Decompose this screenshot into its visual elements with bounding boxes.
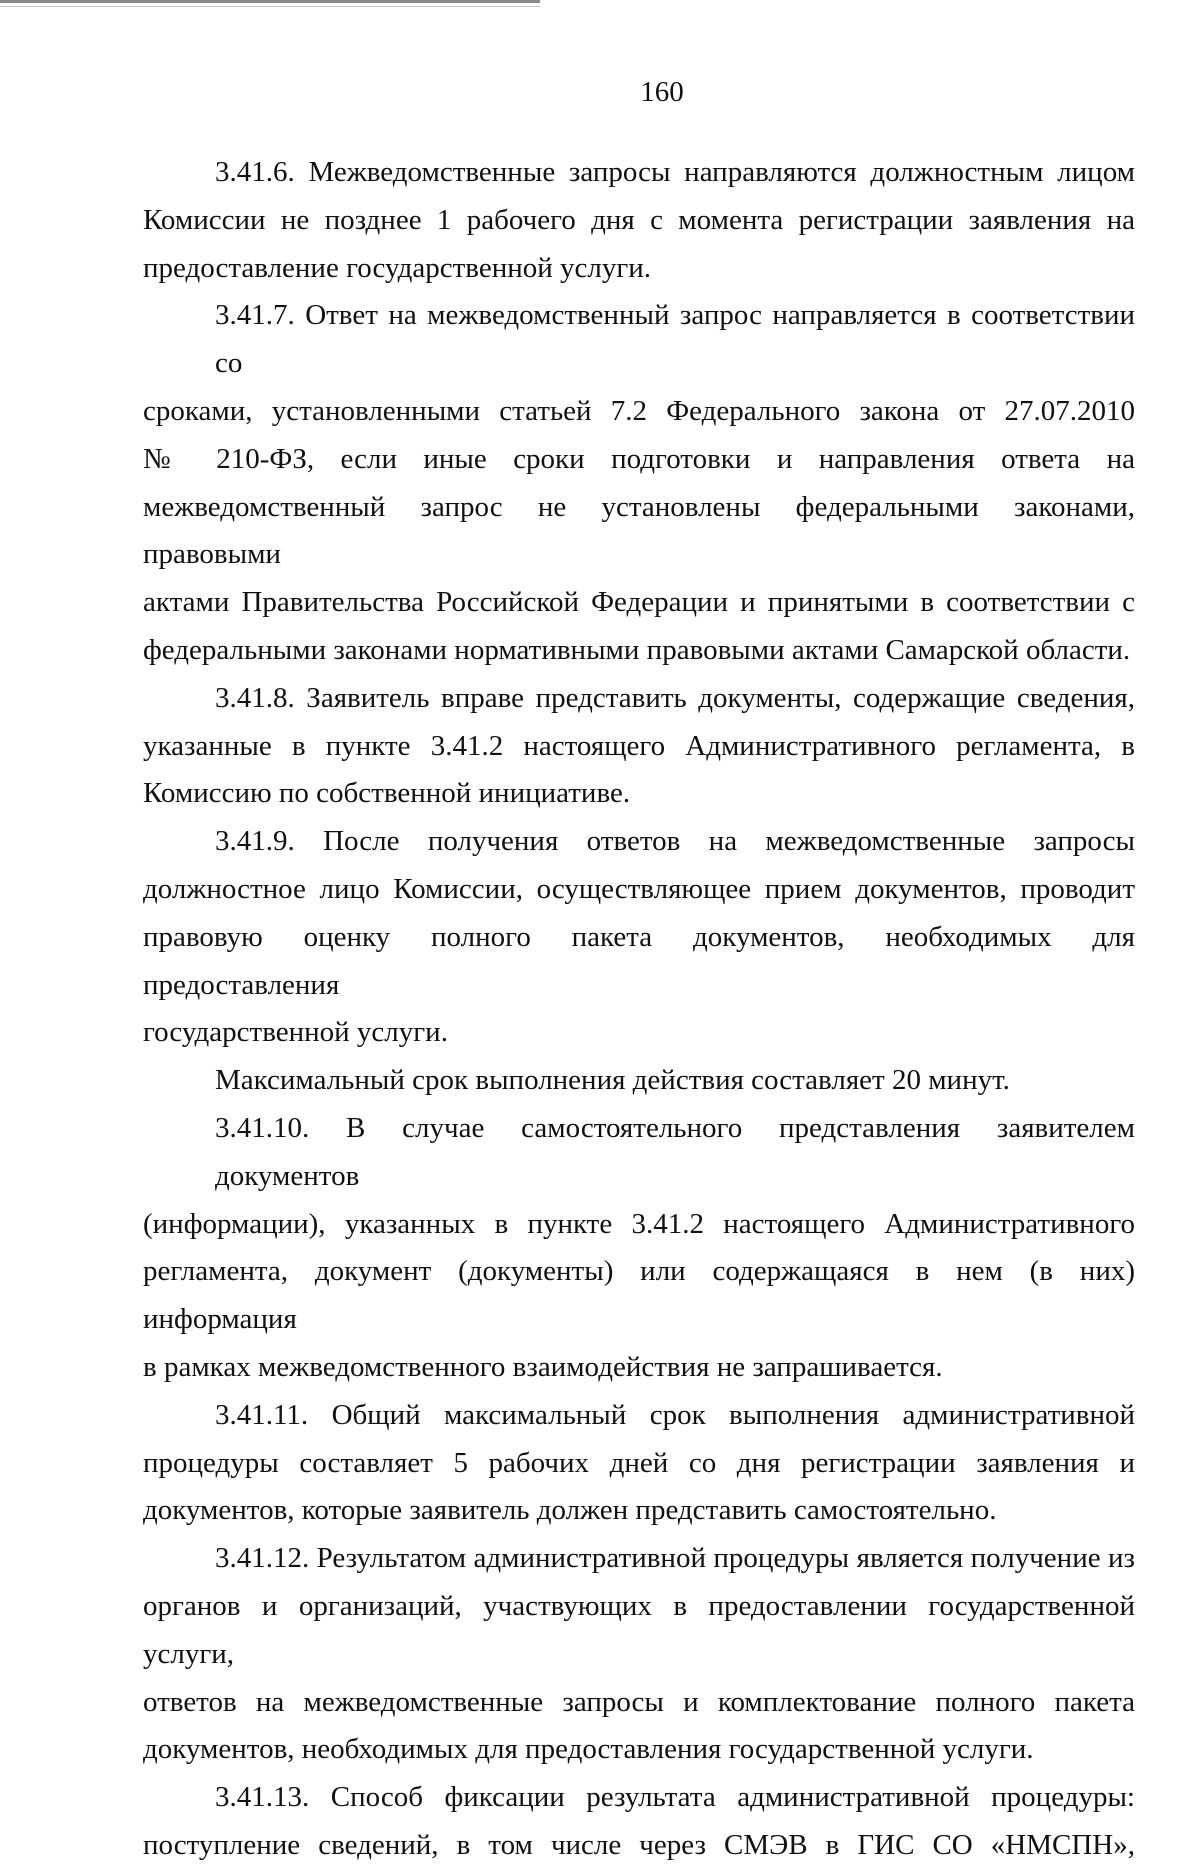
text-line: 3.41.8. Заявитель вправе представить документы, содержащие сведения,: [215, 681, 1135, 714]
text-line: (информации), указанных в пункте 3.41.2 настоящего Административного: [143, 1207, 1135, 1240]
document-page: [143, 78, 1135, 1870]
text-line: 3.41.13. Способ фиксации результата административной процедуры:: [215, 1781, 1135, 1814]
text-line: 3.41.12. Результатом административной процедуры является получение из: [215, 1542, 1135, 1575]
text-line: Максимальный срок выполнения действия составляет 20 минут.: [215, 1064, 1010, 1097]
text-line: процедуры составляет 5 рабочих дней со дня регистрации заявления и: [143, 1446, 1135, 1479]
text-line: 3.41.7. Ответ на межведомственный запрос направляется в соответствии со: [215, 299, 1135, 380]
text-line: документов, которые заявитель должен представить самостоятельно.: [143, 1494, 997, 1527]
text-line: сроками, установленными статьей 7.2 Федерального закона от 27.07.2010: [143, 394, 1135, 427]
text-line: органов и организаций, участвующих в предоставлении государственной услуги,: [143, 1589, 1135, 1670]
text-line: Комиссию по собственной инициативе.: [143, 777, 631, 810]
text-line: должностное лицо Комиссии, осуществляющее прием документов, проводит: [143, 872, 1135, 905]
text-line: 3.41.10. В случае самостоятельного представления заявителем документов: [215, 1111, 1135, 1192]
text-line: федеральными законами нормативными правовыми актами Самарской области.: [143, 633, 1131, 666]
text-line: Комиссии не позднее 1 рабочего дня с момента регистрации заявления на: [143, 203, 1135, 236]
text-line: 3.41.9. После получения ответов на межведомственные запросы: [215, 825, 1135, 858]
text-line: № 210-ФЗ, если иные сроки подготовки и направления ответа на: [143, 442, 1135, 475]
text-line: поступление сведений, в том числе через СМЭВ в ГИС СО «НМСПН»,: [143, 1828, 1135, 1861]
text-line: государственной услуги.: [143, 1016, 448, 1049]
text-line: 3.41.6. Межведомственные запросы направляются должностным лицом: [215, 156, 1135, 188]
text-line: ответов на межведомственные запросы и комплектование полного пакета: [143, 1685, 1135, 1718]
text-line: документов, необходимых для предоставления государственной услуги.: [143, 1733, 1034, 1766]
text-line: 3.41.11. Общий максимальный срок выполнения административной: [215, 1398, 1135, 1431]
text-line: в рамках межведомственного взаимодействия не запрашивается.: [143, 1350, 943, 1383]
text-line: предоставление государственной услуги.: [143, 251, 652, 284]
page-number: 160: [640, 76, 684, 108]
text-line: актами Правительства Российской Федерации и принятыми в соответствии с: [143, 586, 1135, 619]
document-body: [143, 149, 1135, 1870]
text-line: указанные в пункте 3.41.2 настоящего Административного регламента, в: [143, 729, 1135, 762]
text-line: правовую оценку полного пакета документов, необходимых для предоставления: [143, 920, 1135, 1001]
text-line: регламента, документ (документы) или содержащаяся в нем (в них) информация: [143, 1255, 1135, 1336]
scan-edge-line-thin: [0, 6, 540, 7]
text-line: межведомственный запрос не установлены федеральными законами, правовыми: [143, 490, 1135, 571]
scan-edge-line: [0, 0, 540, 3]
